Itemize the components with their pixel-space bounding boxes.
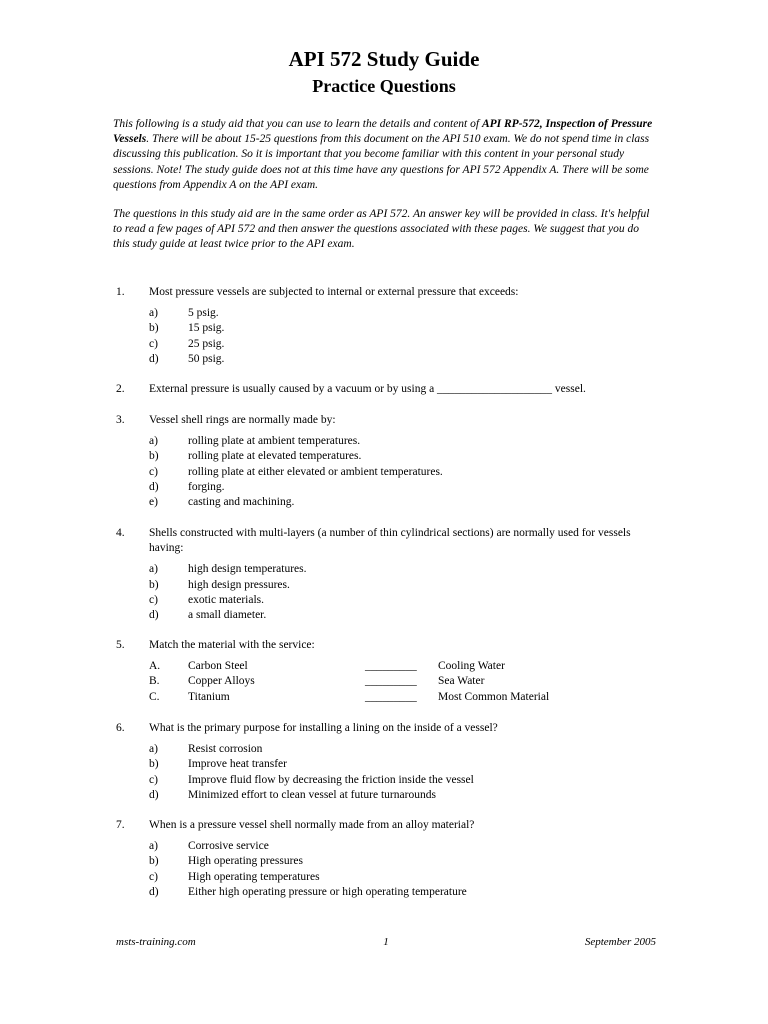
option-label: b) — [149, 855, 159, 868]
question-text: Shells constructed with multi-layers (a number of thin cylindrical sections) are normally used for vessels having: — [149, 527, 631, 555]
question-text: External pressure is usually caused by a vacuum or by using a ____________________ vessel. — [149, 383, 586, 395]
option-text: High operating pressures — [188, 855, 303, 868]
option-text: rolling plate at ambient temperatures. — [188, 435, 361, 448]
answer-option — [116, 885, 656, 900]
answer-option — [116, 854, 656, 869]
question-number: 2. — [116, 383, 125, 395]
question-number: 3. — [116, 414, 125, 426]
answer-option — [116, 773, 656, 788]
option-text: exotic materials. — [188, 593, 264, 606]
answer-option — [116, 788, 656, 803]
option-text: High operating temperatures — [188, 870, 320, 883]
question-1 — [116, 285, 656, 367]
intro-publication-name: API RP-572, Inspection of Pressure Vessels — [113, 118, 653, 146]
question-5 — [116, 638, 656, 705]
match-row — [116, 659, 656, 674]
question-number: 7. — [116, 819, 125, 831]
answer-option — [116, 465, 656, 480]
answer-option — [116, 870, 656, 885]
option-text: high design temperatures. — [188, 563, 307, 576]
option-label: a) — [149, 840, 158, 853]
option-text: a small diameter. — [188, 608, 267, 621]
answer-option — [116, 742, 656, 757]
answer-option — [116, 321, 656, 336]
question-number: 5. — [116, 639, 125, 651]
match-material: Titanium — [188, 690, 230, 703]
footer-page-number: 1 — [383, 936, 389, 948]
option-label: b) — [149, 450, 159, 463]
option-label: c) — [149, 337, 158, 350]
question-number: 4. — [116, 527, 125, 539]
answer-option — [116, 337, 656, 352]
question-number: 1. — [116, 286, 125, 298]
option-label: a) — [149, 435, 158, 448]
option-text: 25 psig. — [188, 337, 225, 350]
option-text: rolling plate at either elevated or ambient temperatures. — [188, 465, 443, 478]
question-6 — [116, 721, 656, 803]
answer-option — [116, 839, 656, 854]
match-service: Most Common Material — [438, 690, 550, 703]
option-text: high design pressures. — [188, 578, 290, 591]
option-label: a) — [149, 743, 158, 756]
intro-text: This following is a study aid that you can use to learn the details and content of — [113, 118, 482, 130]
question-number: 6. — [116, 722, 125, 734]
answer-option — [116, 449, 656, 464]
intro-paragraph-1 — [113, 117, 658, 193]
option-label: c) — [149, 870, 158, 883]
question-7 — [116, 818, 656, 900]
match-blank: _________ — [365, 675, 417, 688]
option-label: c) — [149, 773, 158, 786]
option-text: Corrosive service — [188, 840, 269, 853]
answer-option — [116, 562, 656, 577]
match-row — [116, 674, 656, 689]
option-text: rolling plate at elevated temperatures. — [188, 450, 362, 463]
question-3 — [116, 413, 656, 510]
answer-option — [116, 306, 656, 321]
option-text: Minimized effort to clean vessel at future turnarounds — [188, 788, 436, 801]
option-label: d) — [149, 480, 159, 493]
question-text: What is the primary purpose for installing a lining on the inside of a vessel? — [149, 722, 498, 734]
option-label: c) — [149, 593, 158, 606]
option-label: d) — [149, 352, 159, 365]
answer-option — [116, 495, 656, 510]
match-service: Sea Water — [438, 675, 485, 688]
footer-date: September 2005 — [584, 936, 656, 948]
option-label: a) — [149, 563, 158, 576]
option-text: Either high operating pressure or high operating temperature — [188, 885, 467, 898]
option-label: a) — [149, 307, 158, 320]
match-label: A. — [149, 660, 161, 673]
option-text: Improve heat transfer — [188, 758, 287, 771]
answer-option — [116, 434, 656, 449]
match-service: Cooling Water — [438, 660, 505, 673]
intro-paragraph-2 — [113, 207, 658, 253]
option-text: casting and machining. — [188, 495, 295, 508]
intro-text: The questions in this study aid are in the same order as API 572. An answer key will be provided in class. It's helpful to read a few pages of API 572 and then answer the questions associated with these pages. We suggest that you do this study guide at least twice prior to the API exam. — [113, 208, 650, 251]
question-text: Most pressure vessels are subjected to internal or external pressure that exceeds: — [149, 286, 519, 298]
question-text: Vessel shell rings are normally made by: — [149, 414, 336, 426]
question-text: Match the material with the service: — [149, 639, 315, 651]
answer-option — [116, 480, 656, 495]
match-label: C. — [149, 690, 160, 703]
option-text: Improve fluid flow by decreasing the friction inside the vessel — [188, 773, 474, 786]
match-label: B. — [149, 675, 160, 688]
option-label: d) — [149, 885, 159, 898]
option-label: d) — [149, 788, 159, 801]
page-title: API 572 Study Guide — [288, 47, 480, 71]
option-label: d) — [149, 608, 159, 621]
question-4 — [116, 526, 656, 623]
intro-text: . There will be about 15-25 questions from this document on the API 510 exam. We do not spend time in class discussing this publication. So it is important that you become familiar with this content in your personal study sessions. Note! The study guide does not at this time have any questions for API 572 Appendix A. There will be some questions from Appendix A on the API exam. — [113, 133, 650, 191]
option-text: 15 psig. — [188, 322, 225, 335]
option-label: b) — [149, 322, 159, 335]
page-footer — [116, 936, 656, 952]
answer-option — [116, 757, 656, 772]
option-text: 50 psig. — [188, 352, 225, 365]
answer-option — [116, 578, 656, 593]
answer-option — [116, 352, 656, 367]
match-blank: _________ — [365, 660, 417, 673]
page-subtitle: Practice Questions — [312, 76, 456, 96]
match-material: Copper Alloys — [188, 675, 255, 688]
option-label: e) — [149, 495, 158, 508]
option-text: Resist corrosion — [188, 743, 263, 756]
option-label: b) — [149, 578, 159, 591]
option-label: b) — [149, 758, 159, 771]
option-text: 5 psig. — [188, 307, 219, 320]
option-label: c) — [149, 465, 158, 478]
answer-option — [116, 593, 656, 608]
question-2 — [116, 382, 656, 397]
answer-option — [116, 608, 656, 623]
match-material: Carbon Steel — [188, 660, 248, 673]
option-text: forging. — [188, 480, 225, 493]
footer-site: msts-training.com — [116, 936, 196, 948]
question-text: When is a pressure vessel shell normally made from an alloy material? — [149, 819, 475, 831]
match-blank: _________ — [365, 690, 417, 703]
match-row — [116, 690, 656, 705]
